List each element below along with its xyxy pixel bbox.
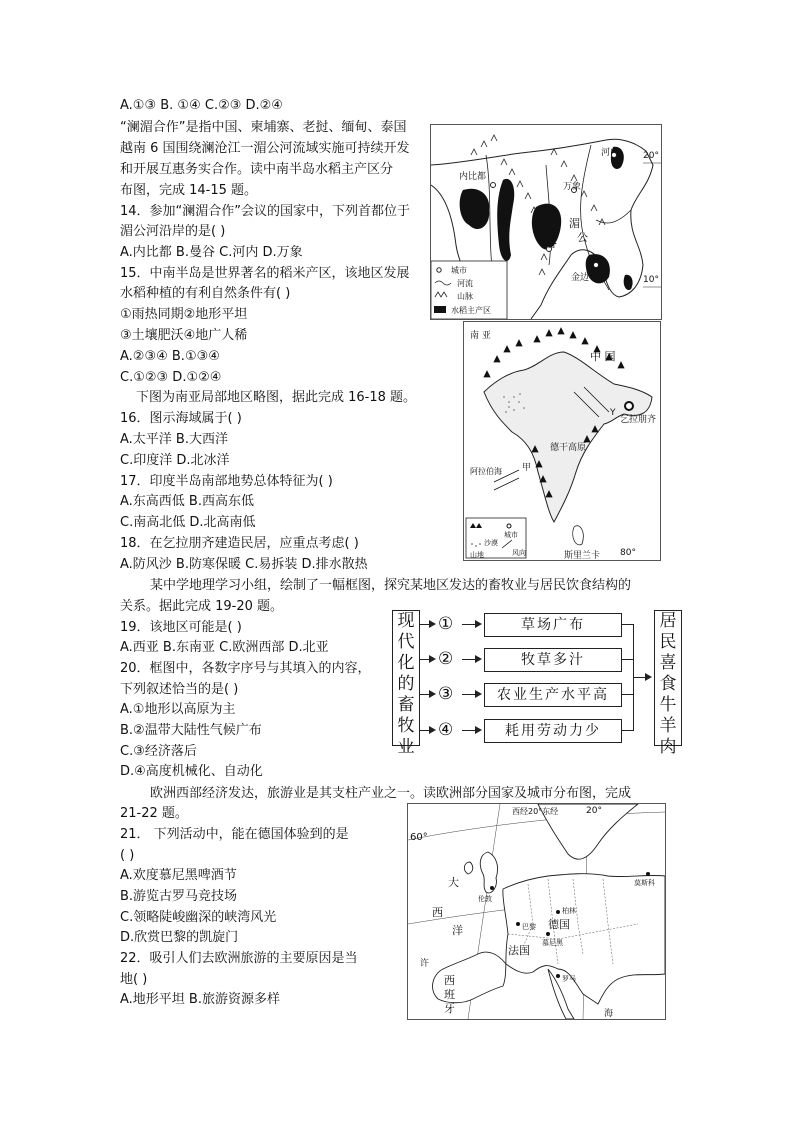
q21-stem-1: 21． 下列活动中，能在德国体验到的是 — [120, 827, 349, 842]
flow-num-4: ④ — [438, 720, 454, 740]
legend-city-icon — [507, 524, 511, 528]
flow-right-char: 民 — [659, 632, 677, 652]
q20-option-b: B.②温带大陆性气候广布 — [120, 723, 262, 738]
q20-option-a: A.①地形以高原为主 — [120, 702, 236, 717]
label-paris: 巴黎 — [522, 923, 536, 931]
q19-stem: 19．该地区可能是( ) — [120, 620, 242, 635]
label-sri-lanka: 斯里兰卡 — [564, 551, 601, 561]
flow-arrow-4b — [462, 730, 480, 731]
label-cherrapunji: 乞拉朋齐 — [620, 415, 657, 425]
label-hai: 海 — [604, 1009, 614, 1019]
q15-stem-1: 15．中南半岛是世界著名的稻米产区，该地区发展 — [120, 266, 410, 281]
city-neibidu-marker — [491, 183, 496, 188]
label-spain-1: 西 — [444, 974, 455, 987]
flow-arrow-2b — [462, 659, 480, 660]
flow-right-char: 羊 — [659, 716, 677, 736]
label-mekong-2: 公 — [577, 231, 588, 244]
map-indochina-rice — [430, 124, 662, 320]
legend-rice-icon — [434, 306, 446, 313]
flow-right-char: 食 — [659, 674, 677, 694]
flow-left-char: 代 — [397, 632, 415, 652]
q15-stem-2: 水稻种植的有利自然条件有( ) — [120, 286, 291, 301]
city-london-marker — [490, 886, 494, 890]
label-lat-20: 20° — [643, 151, 659, 161]
q16-stem: 16．图示海域属于( ) — [120, 411, 242, 426]
label-london: 伦敦 — [478, 895, 492, 903]
legend-mountain-label: 山脉 — [457, 292, 473, 301]
q16-options-2: C.印度洋 D.北冰洋 — [120, 453, 230, 468]
flow-arrow-2 — [420, 659, 434, 660]
q14-stem-2: 湄公河沿岸的是( ) — [120, 224, 226, 239]
intro-14-15-line1: “澜湄合作”是指中国、柬埔寨、老挝、缅甸、泰国 — [120, 120, 407, 135]
label-mekong-1: 湄 — [569, 217, 580, 230]
label-vientiane: 万象 — [563, 182, 582, 192]
intro-14-15-line4: 布图，完成 14-15 题。 — [120, 183, 258, 198]
intro-19-20-line2: 关系。据此完成 19-20 题。 — [120, 599, 284, 614]
q21-option-a: A.欢度慕尼黑啤酒节 — [120, 868, 237, 883]
label-bangkok-partial: 谷 — [546, 237, 557, 250]
q22-stem-1: 22．吸引人们去欧洲旅游的主要原因是当 — [120, 951, 358, 966]
q18-options: A.防风沙 B.防寒保暖 C.易拆装 D.排水散热 — [120, 557, 368, 572]
q21-option-d: D.欣赏巴黎的凯旋门 — [120, 930, 239, 945]
q19-options: A.西亚 B.东南亚 C.欧洲西部 D.北亚 — [120, 640, 329, 655]
label-france: 法国 — [508, 944, 530, 957]
legend-mountain-label: 山地 — [470, 551, 484, 559]
map-europe — [407, 803, 666, 1020]
label-spain-2: 班 — [444, 988, 455, 1001]
label-berlin: 柏林 — [562, 907, 576, 915]
q14-stem-1: 14．参加“澜湄合作”会议的国家中，下列首都位于 — [120, 204, 411, 219]
label-moscow: 莫斯科 — [634, 879, 655, 887]
flow-right-char: 牛 — [659, 695, 677, 715]
q14-options: A.内比都 B.曼谷 C.河内 D.万象 — [120, 245, 303, 260]
q15-options-1: A.②③④ B.①③④ — [120, 349, 220, 364]
city-phnompenh-marker — [594, 263, 599, 268]
label-lat60: 60° — [410, 832, 428, 843]
legend-city-icon — [437, 268, 441, 272]
q15-conditions-1: ①雨热同期②地形平坦 — [120, 307, 248, 322]
city-paris-marker — [516, 922, 520, 926]
q13-options: A.①③ B. ①④ C.②③ D.②④ — [120, 98, 283, 113]
flow-right-char: 喜 — [659, 653, 677, 673]
flow-arrow-3b — [462, 694, 480, 695]
flow-arrow-1 — [420, 624, 434, 625]
q17-options-2: C.南高北低 D.北高南低 — [120, 515, 256, 530]
q18-stem: 18．在乞拉朋齐建造民居，应重点考虑( ) — [120, 536, 359, 551]
label-germany: 德国 — [548, 918, 570, 931]
label-spain-3: 牙 — [444, 1002, 455, 1015]
q22-options: A.地形平坦 B.旅游资源多样 — [120, 992, 280, 1007]
intro-14-15-line2: 越南 6 国围绕澜沧江一湄公河流域实施可持续开发 — [120, 141, 410, 156]
label-south-asia: 南 亚 — [470, 331, 491, 341]
label-arabian-sea: 阿拉伯海 — [470, 467, 502, 476]
cherrapunji-marker — [625, 402, 633, 410]
q15-options-2: C.①②③ D.①②④ — [120, 370, 222, 385]
label-xu: 许 — [420, 959, 430, 969]
label-phnompenh: 金边 — [571, 273, 590, 283]
flow-right-char: 肉 — [659, 737, 677, 757]
flow-left-char: 业 — [397, 737, 415, 757]
legend-wind-label: 风向 — [512, 549, 526, 557]
q21-option-c: C.领略陡峻幽深的峡湾风光 — [120, 910, 277, 925]
q20-stem-2: 下列叙述恰当的是( ) — [120, 682, 239, 697]
flow-left-char: 的 — [397, 674, 415, 694]
flow-right-box — [654, 610, 682, 757]
flow-box-3: 农业生产水平高 — [484, 683, 622, 707]
flow-left-box — [392, 610, 420, 757]
flow-num-2: ② — [438, 649, 454, 669]
intro-21-22-line2: 21-22 题。 — [120, 806, 188, 821]
flow-box-4: 耗用劳动力少 — [484, 719, 622, 743]
q16-options-1: A.太平洋 B.大西洋 — [120, 432, 228, 447]
q20-option-c: C.③经济落后 — [120, 744, 197, 759]
q20-option-d: D.④高度机械化、自动化 — [120, 764, 263, 779]
label-lat-10: 10° — [643, 275, 659, 285]
flow-left-char: 畜 — [397, 695, 415, 715]
map-south-asia — [463, 321, 661, 561]
flow-left-char: 牧 — [397, 716, 415, 736]
flow-box-2: 牧草多汁 — [484, 648, 622, 672]
legend-river-label: 河流 — [457, 279, 473, 288]
flow-arrow-right — [634, 677, 650, 678]
flow-arrow-4 — [420, 730, 434, 731]
flow-left-char: 现 — [397, 611, 415, 631]
label-atlantic-1: 大 — [448, 876, 459, 889]
city-berlin-marker — [556, 910, 560, 914]
legend-desert-label: 沙漠 — [484, 539, 498, 547]
label-rome: 罗马 — [562, 975, 576, 983]
flow-box-1: 草场广布 — [484, 613, 622, 637]
flow-arrow-1b — [462, 624, 480, 625]
flow-num-3: ③ — [438, 684, 454, 704]
label-jia: 甲 — [522, 463, 532, 473]
flow-num-1: ① — [438, 614, 454, 634]
label-neibidu: 内比都 — [459, 172, 487, 182]
label-y: Y — [610, 408, 616, 418]
label-80deg: 80° — [620, 548, 636, 558]
q20-stem-1: 20．框图中，各数字序号与其填入的内容， — [120, 661, 371, 676]
intro-14-15-line3: 和开展互惠务实合作。读中南半岛水稻主产区分 — [120, 162, 394, 177]
legend-rice-label: 水稻主产区 — [451, 306, 491, 315]
flow-left-char: 化 — [397, 653, 415, 673]
legend-city-label: 城市 — [504, 531, 518, 539]
q21-stem-2: ( ) — [120, 848, 135, 863]
q21-option-b: B.游览古罗马竞技场 — [120, 889, 238, 904]
flow-connector-4 — [622, 730, 634, 731]
label-atlantic-3: 洋 — [452, 924, 463, 937]
label-atlantic-2: 西 — [432, 906, 443, 919]
intro-19-20-line1: 某中学地理学习小组，绘制了一幅框图，探究某地区发达的畜牧业与居民饮食结构的 — [150, 578, 632, 593]
label-europe-title: 西经20°东经 — [512, 807, 559, 816]
legend-city-label: 城市 — [451, 266, 467, 275]
label-munich: 慕尼黑 — [542, 939, 563, 947]
city-moscow-marker — [646, 872, 650, 876]
label-china: 中 国 — [590, 350, 616, 363]
city-munich-marker — [546, 932, 550, 936]
q17-stem: 17．印度半岛南部地势总体特征为( ) — [120, 474, 333, 489]
intro-21-22-line1: 欧洲西部经济发达，旅游业是其支柱产业之一。读欧洲部分国家及城市分布图，完成 — [150, 786, 632, 801]
label-hanoi: 河内 — [601, 148, 620, 158]
city-rome-marker — [556, 974, 560, 978]
q15-conditions-2: ③土壤肥沃④地广人稀 — [120, 328, 248, 343]
label-deccan: 德干高原 — [550, 443, 587, 453]
flow-right-char: 居 — [659, 611, 677, 631]
q17-options-1: A.东高西低 B.西高东低 — [120, 494, 254, 509]
label-deg20: 20° — [586, 806, 602, 816]
flow-arrow-3 — [420, 694, 434, 695]
intro-16-18: 下图为南亚局部地区略图，据此完成 16-18 题。 — [136, 390, 417, 405]
q22-stem-2: 地( ) — [120, 972, 148, 987]
